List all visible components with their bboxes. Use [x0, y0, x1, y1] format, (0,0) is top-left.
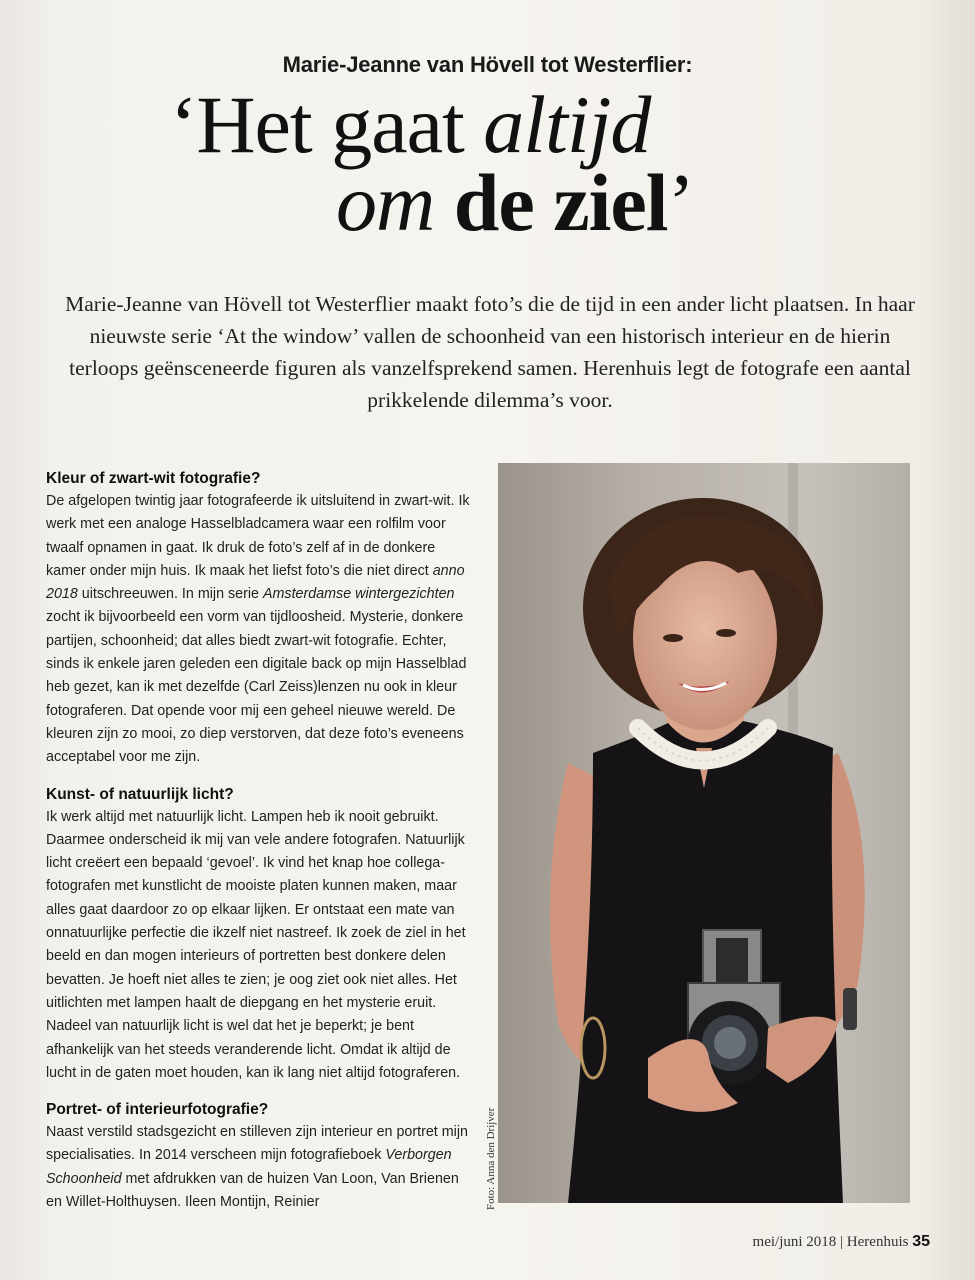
- headline-italic-om: om: [336, 157, 435, 248]
- headline-italic: altijd: [483, 79, 651, 170]
- page-number: 35: [912, 1233, 930, 1250]
- page-footer: [753, 1233, 930, 1251]
- issue-date: mei/juni 2018: [752, 1234, 837, 1250]
- headline-line-1: [170, 79, 651, 170]
- photo-credit: Foto: Anna den Drijver: [485, 1107, 497, 1210]
- section-body-portrait-interior: [46, 1121, 476, 1214]
- article-kicker: Marie-Jeanne van Hövell tot Westerflier:: [282, 52, 693, 77]
- section-heading-light: Kunst- of natuurlijk licht?: [46, 785, 234, 803]
- portrait-illustration: [498, 463, 910, 1203]
- emphasis: anno 2018: [46, 562, 465, 603]
- headline-bold: de ziel: [453, 157, 668, 248]
- text-run: met afdrukken van de huizen Van Loon, Van Brienen en Willet-Holthuysen. Ileen Montijn, Reinier: [46, 1170, 459, 1211]
- article-lead: Marie-Jeanne van Hövell tot Westerflier maakt foto’s die de tijd in een ander licht plaatsen. In haar nieuwste serie ‘At the window’ vallen de schoonheid van een historisch interieur en de hierin terloops geënsceneerde figuren als vanzelfsprekend samen. Herenhuis legt de fotografe een aantal prikkelende dilemma’s voor.: [65, 292, 915, 412]
- section-body-color-bw: [46, 490, 476, 770]
- article-body-column: [46, 468, 476, 1228]
- headline-regular: Het gaat: [196, 79, 484, 170]
- section-heading-color-bw: Kleur of zwart-wit fotografie?: [46, 470, 261, 487]
- emphasis: Verborgen Schoonheid: [46, 1147, 452, 1187]
- open-quote: ‘: [170, 79, 197, 170]
- portrait-photo: [498, 463, 910, 1203]
- magazine-name: Herenhuis: [846, 1234, 909, 1250]
- headline-line-2: [336, 157, 694, 248]
- section-heading-portrait-interior: Portret- of interieurfotografie?: [46, 1101, 269, 1119]
- text-run: zocht ik bijvoorbeeld een vorm van tijdloosheid. Mysterie, donkere partijen, schoonheid; dat alles biedt zwart-wit fotografie. Echter, sinds ik enkele jaren geleden een digitale back op mijn Hasselblad heb gezet, kan ik met dezelfde (Carl Zeiss)lenzen nu ook in kleur fotograferen. Dat opende voor mij een geheel nieuwe wereld. De kleuren zijn zo mooi, zo diep verstorven, dat deze foto’s eveneens acceptabel voor me zijn.: [46, 609, 467, 766]
- close-quote: ’: [667, 157, 694, 248]
- section-body-light: Ik werk altijd met natuurlijk licht. Lampen heb ik nooit gebruikt. Daarmee onderscheid ik mij van vele andere fotografen. Natuurlijk licht creëert een bepaald ‘gevoel’. Ik vind het knap hoe collega-fotografen met kunstlicht de mooiste platen kunnen maken, maar alles gaat daardoor zo op elkaar lijken. Er ontstaat een mate van onnatuurlijke perfectie die ikzelf niet nastreef. Ik zoek de ziel in het beeld en dan mogen interieurs of portretten best donkere delen bevatten. Je hoeft niet alles te zien; je oog ziet ook niet alles. Het uitlichten met lampen haalt de diepgang en het mysterie eruit. Nadeel van natuurlijk licht is wel dat het je beperkt; je bent afhankelijk van het steeds veranderende licht. Omdat ik altijd de lucht in de gaten moet houden, kan ik lang niet altijd fotograferen.: [46, 808, 466, 1081]
- footer-separator: |: [836, 1234, 847, 1250]
- text-run: Naast verstild stadsgezicht en stilleven zijn interieur en portret mijn specialisaties. In 2014 verscheen mijn fotografieboek: [46, 1124, 468, 1164]
- text-run: De afgelopen twintig jaar fotografeerde ik uitsluitend in zwart-wit. Ik werk met een analoge Hasselbladcamera waar een rolfilm voor twaalf opnamen in gaat. Ik druk de foto’s zelf af in de donkere kamer onder mijn huis. Ik maak het liefst foto’s die niet direct: [46, 493, 470, 579]
- emphasis: Amsterdamse wintergezichten: [262, 586, 455, 603]
- text-run: uitschreeuwen. In mijn serie: [77, 586, 263, 603]
